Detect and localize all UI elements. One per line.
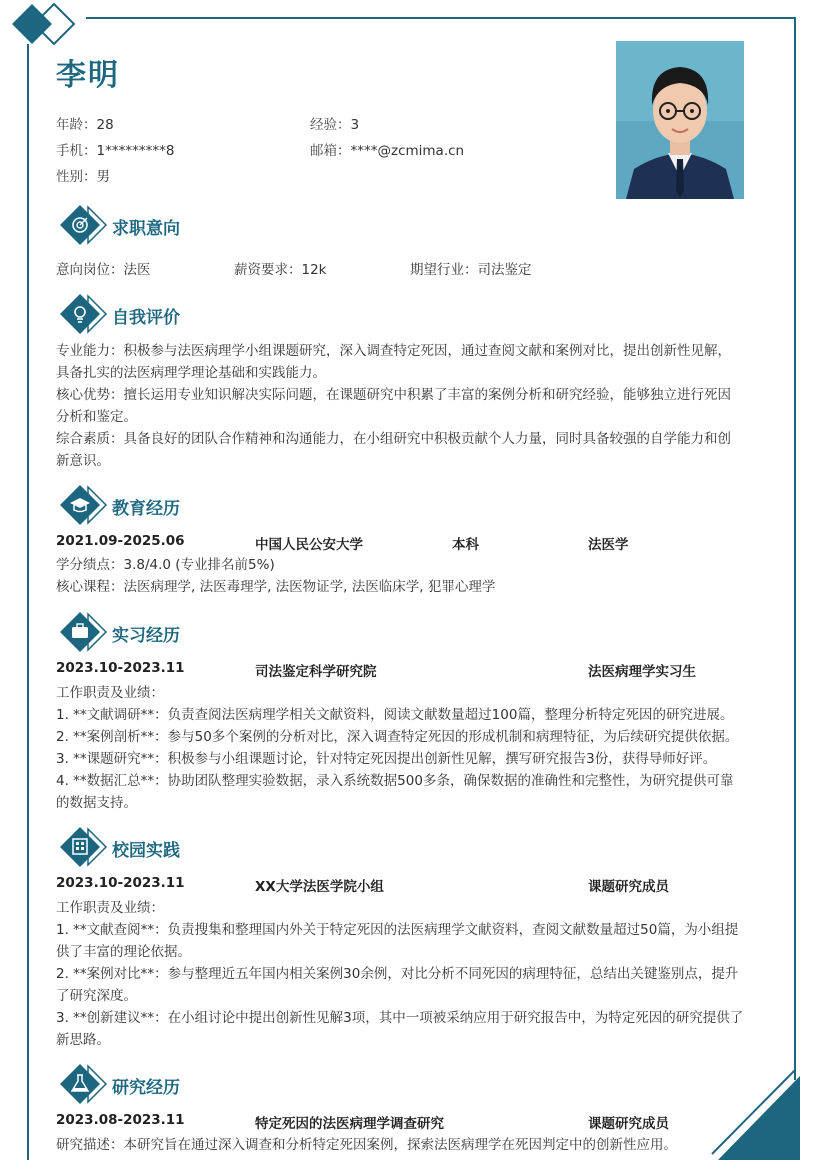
intent-position: 意向岗位：法医 [56,262,151,278]
frame-left-line [27,44,29,1160]
frame-right-line [794,17,796,1080]
self-eval-line-5: 综合素质：具备良好的团队合作精神和沟通能力，在小组研究中积极贡献个人力量，同时具备较强的自学能力和创 [56,431,731,447]
intent-salary: 薪资要求：12k [234,262,327,278]
section-title-self: 自我评价 [112,308,180,328]
campus-line-1: 工作职责及业绩： [56,900,164,916]
candidate-name: 李明 [56,58,120,93]
section-title-internship: 实习经历 [112,626,180,646]
research-period: 2023.08-2023.11 [56,1112,185,1128]
internship-role: 法医病理学实习生 [588,664,696,680]
gender-value: 男 [96,169,110,185]
self-eval-line-6: 新意识。 [56,453,110,469]
section-title-campus: 校园实践 [112,841,180,861]
section-header-research [58,1062,358,1106]
experience-value: 3 [350,117,360,133]
email-label: 邮箱： [310,143,351,159]
experience-row [310,113,359,133]
campus-period: 2023.10-2023.11 [56,875,185,891]
internship-line-6: 的数据支持。 [56,795,137,811]
section-header-self [58,292,358,336]
age-row [56,113,114,133]
campus-line-4: 2. **案例对比**：参与整理近五年国内相关案例30余例，对比分析不同死因的病理特征，总结出关键鉴别点，提升 [56,966,739,982]
lightbulb-icon [58,292,110,336]
target-icon [58,203,110,247]
section-header-internship [58,610,358,654]
internship-period: 2023.10-2023.11 [56,660,185,676]
self-eval-line-2: 具备扎实的法医病理学理论基础和实践能力。 [56,365,326,381]
email-value: ****@zcmima.cn [350,143,465,159]
campus-org: XX大学法医学院小组 [255,879,384,895]
phone-value: 1*********8 [96,143,175,159]
frame-top-line [86,17,796,19]
internship-line-2: 1. **文献调研**：负责查阅法医病理学相关文献资料，阅读文献数量超过100篇，整理分析特定死因的研究进展。 [56,707,734,723]
section-title-research: 研究经历 [112,1078,180,1098]
building-icon [58,825,110,869]
age-value: 28 [96,117,114,133]
intent-industry: 期望行业：司法鉴定 [410,262,532,278]
corner-triangle-decoration [700,1070,800,1160]
section-header-education [58,483,358,527]
flask-icon [58,1062,110,1106]
phone-label: 手机： [56,143,97,159]
campus-role: 课题研究成员 [588,879,669,895]
internship-line-4: 3. **课题研究**：积极参与小组课题讨论，针对特定死因提出创新性见解，撰写研究报告3份，获得导师好评。 [56,751,717,767]
research-role: 课题研究成员 [588,1116,669,1132]
section-title-intent: 求职意向 [112,219,180,239]
campus-line-6: 3. **创新建议**：在小组讨论中提出创新性见解3项，其中一项被采纳应用于研究报告中，为特定死因的研究提供了 [56,1010,744,1026]
phone-row [56,139,174,159]
internship-line-5: 4. **数据汇总**：协助团队整理实验数据，录入系统数据500多条，确保数据的准确性和完整性，为研究提供可靠 [56,773,734,789]
campus-line-2: 1. **文献查阅**：负责搜集和整理国内外关于特定死因的法医病理学文献资料，查阅文献数量超过50篇，为小组提 [56,922,739,938]
education-major: 法医学 [588,537,629,553]
avatar-photo [616,41,744,199]
campus-line-3: 供了丰富的理论依据。 [56,944,191,960]
self-eval-line-3: 核心优势：擅长运用专业知识解决实际问题，在课题研究中积累了丰富的案例分析和研究经验，能够独立进行死因 [56,387,731,403]
graduation-cap-icon [58,483,110,527]
internship-org: 司法鉴定科学研究院 [255,664,377,680]
education-degree: 本科 [452,537,479,553]
education-courses: 核心课程：法医病理学, 法医毒理学, 法医物证学, 法医临床学, 犯罪心理学 [56,579,496,595]
corner-diamond-decoration [0,0,90,50]
email-row [310,139,464,159]
research-project: 特定死因的法医病理学调查研究 [255,1116,444,1132]
section-header-campus [58,825,358,869]
gender-label: 性别： [56,169,97,185]
self-eval-line-1: 专业能力：积极参与法医病理学小组课题研究，深入调查特定死因，通过查阅文献和案例对比，提出创新性见解， [56,343,731,359]
internship-line-3: 2. **案例剖析**：参与50多个案例的分析对比，深入调查特定死因的形成机制和病理特征，为后续研究提供依据。 [56,729,739,745]
self-eval-line-4: 分析和鉴定。 [56,409,137,425]
education-school: 中国人民公安大学 [255,537,363,553]
section-header-intent [58,203,358,247]
briefcase-icon [58,610,110,654]
age-label: 年龄： [56,117,97,133]
campus-line-7: 新思路。 [56,1032,110,1048]
campus-line-5: 了研究深度。 [56,988,137,1004]
education-gpa: 学分绩点：3.8/4.0 (专业排名前5%) [56,557,275,573]
experience-label: 经验： [310,117,351,133]
gender-row [56,165,110,185]
research-desc: 研究描述：本研究旨在通过深入调查和分析特定死因案例，探索法医病理学在死因判定中的创新性应用。 [56,1137,677,1153]
education-period: 2021.09-2025.06 [56,533,185,549]
internship-line-1: 工作职责及业绩： [56,685,164,701]
section-title-education: 教育经历 [112,499,180,519]
